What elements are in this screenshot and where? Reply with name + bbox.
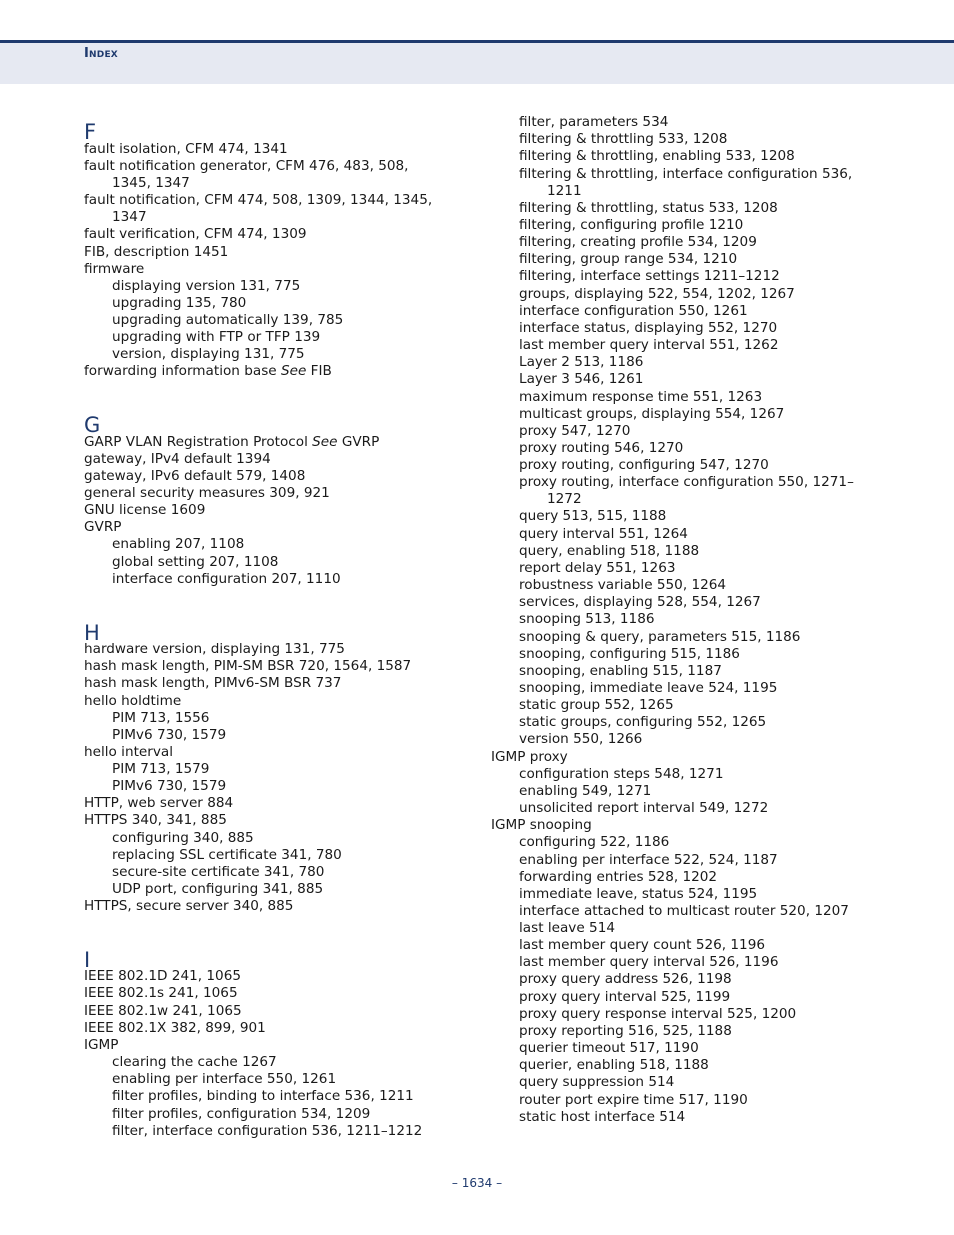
index-subentry: filter profiles, configuration 534, 1209 — [112, 1106, 371, 1122]
index-subentry: static groups, configuring 552, 1265 — [519, 714, 767, 730]
index-subentry: filtering, configuring profile 1210 — [519, 217, 744, 233]
index-subentry: snooping & query, parameters 515, 1186 — [519, 629, 801, 645]
index-subentry: enabling 549, 1271 — [519, 783, 652, 799]
index-entry: IEEE 802.1w 241, 1065 — [84, 1003, 242, 1019]
index-subentry: secure-site certificate 341, 780 — [112, 864, 325, 880]
index-subentry: proxy routing, interface configuration 550, 1271– — [519, 474, 854, 490]
see-target: FIB — [306, 363, 332, 379]
index-subentry: filter, interface configuration 536, 1211–1212 — [112, 1123, 423, 1139]
index-subentry: last member query count 526, 1196 — [519, 937, 766, 953]
index-entry: hash mask length, PIM-SM BSR 720, 1564, 1587 — [84, 658, 412, 674]
index-subentry: enabling per interface 522, 524, 1187 — [519, 852, 778, 868]
index-subentry: 1347 — [112, 209, 147, 225]
index-subentry: services, displaying 528, 554, 1267 — [519, 594, 761, 610]
index-entry: fault verification, CFM 474, 1309 — [84, 226, 307, 242]
index-subentry: upgrading with FTP or TFP 139 — [112, 329, 321, 345]
index-subentry: upgrading 135, 780 — [112, 295, 247, 311]
index-subentry: snooping, enabling 515, 1187 — [519, 663, 722, 679]
page-title: Index — [84, 46, 118, 61]
index-letter-heading: I — [84, 948, 91, 972]
see-target: GVRP — [337, 434, 380, 450]
index-subentry: proxy 547, 1270 — [519, 423, 631, 439]
index-subentry: snooping 513, 1186 — [519, 611, 655, 627]
index-subentry: last member query interval 526, 1196 — [519, 954, 779, 970]
index-subentry: last leave 514 — [519, 920, 615, 936]
index-subentry: version, displaying 131, 775 — [112, 346, 305, 362]
index-subentry: unsolicited report interval 549, 1272 — [519, 800, 769, 816]
index-entry: HTTPS, secure server 340, 885 — [84, 898, 294, 914]
index-entry-see-reference — [84, 434, 379, 451]
index-subentry: proxy routing, configuring 547, 1270 — [519, 457, 769, 473]
index-subentry: querier, enabling 518, 1188 — [519, 1057, 709, 1073]
index-subentry: static group 552, 1265 — [519, 697, 674, 713]
index-subentry: filtering & throttling, enabling 533, 1208 — [519, 148, 795, 164]
index-entry-term: GARP VLAN Registration Protocol — [84, 434, 313, 450]
index-subentry: enabling per interface 550, 1261 — [112, 1071, 337, 1087]
index-subentry: 1345, 1347 — [112, 175, 190, 191]
index-subentry: filtering & throttling 533, 1208 — [519, 131, 728, 147]
index-subentry: upgrading automatically 139, 785 — [112, 312, 344, 328]
index-entry: IGMP — [84, 1037, 119, 1053]
index-entry: HTTP, web server 884 — [84, 795, 234, 811]
index-subentry: router port expire time 517, 1190 — [519, 1092, 748, 1108]
index-subentry: PIMv6 730, 1579 — [112, 727, 227, 743]
index-subentry: filter profiles, binding to interface 536, 1211 — [112, 1088, 414, 1104]
index-subentry: interface attached to multicast router 520, 1207 — [519, 903, 849, 919]
index-subentry: interface configuration 207, 1110 — [112, 571, 341, 587]
index-subentry: forwarding entries 528, 1202 — [519, 869, 718, 885]
see-label: See — [280, 363, 307, 379]
index-subentry: proxy routing 546, 1270 — [519, 440, 684, 456]
index-entry: GVRP — [84, 519, 122, 535]
index-entry-term: forwarding information base — [84, 363, 281, 379]
index-entry: fault notification generator, CFM 476, 483, 508, — [84, 158, 409, 174]
index-subentry: configuration steps 548, 1271 — [519, 766, 724, 782]
index-subentry: replacing SSL certificate 341, 780 — [112, 847, 342, 863]
index-subentry: Layer 2 513, 1186 — [519, 354, 644, 370]
index-entry: HTTPS 340, 341, 885 — [84, 812, 227, 828]
index-subentry: snooping, immediate leave 524, 1195 — [519, 680, 778, 696]
index-subentry: configuring 522, 1186 — [519, 834, 670, 850]
index-subentry: clearing the cache 1267 — [112, 1054, 277, 1070]
index-entry: IEEE 802.1D 241, 1065 — [84, 968, 241, 984]
index-subentry: query, enabling 518, 1188 — [519, 543, 700, 559]
index-entry: firmware — [84, 261, 145, 277]
index-subentry: filtering & throttling, status 533, 1208 — [519, 200, 778, 216]
index-subentry: querier timeout 517, 1190 — [519, 1040, 699, 1056]
index-entry: general security measures 309, 921 — [84, 485, 330, 501]
index-subentry: UDP port, configuring 341, 885 — [112, 881, 324, 897]
index-subentry: 1211 — [547, 183, 582, 199]
index-entry: hello interval — [84, 744, 173, 760]
index-subentry: interface configuration 550, 1261 — [519, 303, 748, 319]
index-subentry: filtering, group range 534, 1210 — [519, 251, 738, 267]
index-entry: gateway, IPv6 default 579, 1408 — [84, 468, 306, 484]
index-subentry: query 513, 515, 1188 — [519, 508, 667, 524]
index-entry-see-reference — [84, 363, 332, 380]
index-entry: GNU license 1609 — [84, 502, 206, 518]
index-letter-heading: H — [84, 621, 100, 645]
index-entry: hash mask length, PIMv6-SM BSR 737 — [84, 675, 342, 691]
index-entry: IEEE 802.1X 382, 899, 901 — [84, 1020, 266, 1036]
index-subentry: proxy query response interval 525, 1200 — [519, 1006, 797, 1022]
index-subentry: PIM 713, 1579 — [112, 761, 210, 777]
index-subentry: filtering, interface settings 1211–1212 — [519, 268, 780, 284]
index-subentry: PIM 713, 1556 — [112, 710, 210, 726]
index-subentry: version 550, 1266 — [519, 731, 643, 747]
page-number: – 1634 – — [451, 1176, 503, 1190]
index-subentry: groups, displaying 522, 554, 1202, 1267 — [519, 286, 795, 302]
index-subentry: static host interface 514 — [519, 1109, 686, 1125]
index-entry: hardware version, displaying 131, 775 — [84, 641, 345, 657]
index-letter-heading: G — [84, 413, 101, 437]
index-entry: IGMP snooping — [491, 817, 592, 833]
index-subentry: immediate leave, status 524, 1195 — [519, 886, 758, 902]
index-subentry: PIMv6 730, 1579 — [112, 778, 227, 794]
see-label: See — [312, 434, 338, 450]
index-entry: gateway, IPv4 default 1394 — [84, 451, 271, 467]
index-entry: IGMP proxy — [491, 749, 568, 765]
index-subentry: global setting 207, 1108 — [112, 554, 279, 570]
index-subentry: last member query interval 551, 1262 — [519, 337, 779, 353]
index-subentry: query suppression 514 — [519, 1074, 675, 1090]
index-subentry: proxy reporting 516, 525, 1188 — [519, 1023, 732, 1039]
index-subentry: query interval 551, 1264 — [519, 526, 688, 542]
index-subentry: proxy query interval 525, 1199 — [519, 989, 731, 1005]
index-entry: fault isolation, CFM 474, 1341 — [84, 141, 288, 157]
index-entry: FIB, description 1451 — [84, 244, 229, 260]
index-subentry: interface status, displaying 552, 1270 — [519, 320, 778, 336]
index-subentry: robustness variable 550, 1264 — [519, 577, 727, 593]
index-subentry: filtering & throttling, interface configuration 536, — [519, 166, 853, 182]
header-band — [0, 40, 954, 84]
index-subentry: proxy query address 526, 1198 — [519, 971, 732, 987]
index-subentry: snooping, configuring 515, 1186 — [519, 646, 740, 662]
index-entry: hello holdtime — [84, 693, 182, 709]
index-subentry: 1272 — [547, 491, 582, 507]
index-subentry: Layer 3 546, 1261 — [519, 371, 644, 387]
index-letter-heading: F — [84, 120, 97, 144]
index-subentry: multicast groups, displaying 554, 1267 — [519, 406, 785, 422]
index-entry: IEEE 802.1s 241, 1065 — [84, 985, 238, 1001]
index-subentry: report delay 551, 1263 — [519, 560, 676, 576]
index-subentry: displaying version 131, 775 — [112, 278, 301, 294]
index-subentry: configuring 340, 885 — [112, 830, 254, 846]
index-subentry: filter, parameters 534 — [519, 114, 669, 130]
index-entry: fault notification, CFM 474, 508, 1309, 1344, 1345, — [84, 192, 433, 208]
index-subentry: enabling 207, 1108 — [112, 536, 245, 552]
index-subentry: maximum response time 551, 1263 — [519, 389, 763, 405]
index-subentry: filtering, creating profile 534, 1209 — [519, 234, 757, 250]
